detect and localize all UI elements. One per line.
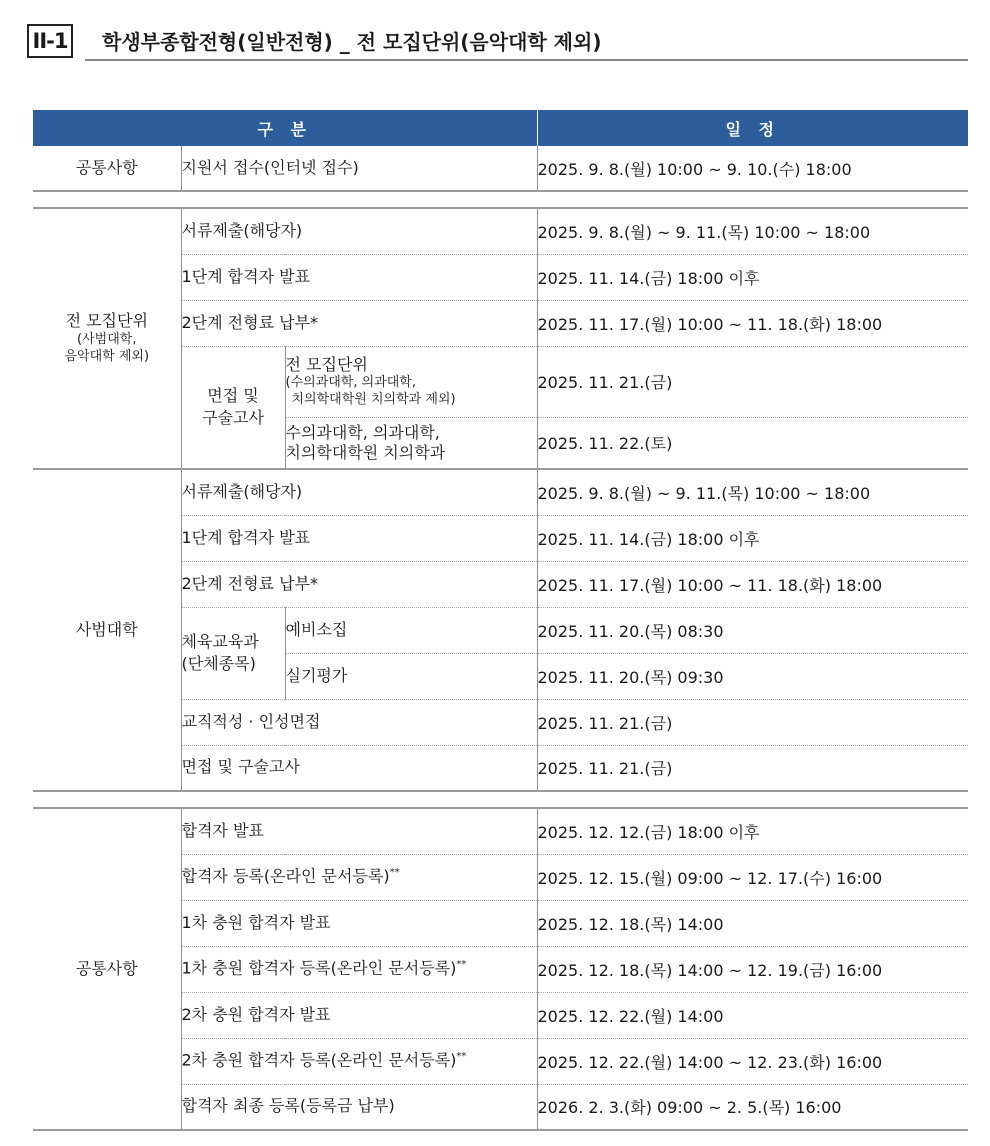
row-date: 2025. 11. 14.(금) 18:00 이후 — [537, 254, 968, 300]
category-all-units — [33, 208, 181, 469]
spacer-row — [33, 791, 968, 808]
row-date: 2025. 12. 18.(목) 14:00 — [537, 900, 968, 946]
interview-sub-item — [285, 346, 537, 417]
sub-item-title: 전 모집단위 — [285, 355, 368, 375]
sub-item-title: 수의과대학, 의과대학, — [285, 422, 440, 442]
schedule-table — [33, 110, 968, 1131]
row-item: 합격자 발표 — [181, 808, 537, 854]
row-item: 면접 및 구술고사 — [181, 745, 537, 791]
category-common: 공통사항 — [33, 808, 181, 1130]
row-date: 2025. 11. 20.(목) 08:30 — [537, 607, 968, 653]
footnote-mark: ** — [456, 959, 467, 971]
interview-label: 면접 및 — [207, 385, 259, 405]
category-note: 음악대학 제외) — [64, 348, 150, 364]
section-number: II-1 — [27, 24, 73, 58]
row-date: 2025. 11. 20.(목) 09:30 — [537, 653, 968, 699]
row-item: 2단계 전형료 납부* — [181, 300, 537, 346]
row-date: 2025. 9. 8.(월) ~ 9. 11.(목) 10:00 ~ 18:00 — [537, 469, 968, 515]
row-date: 2025. 11. 14.(금) 18:00 이후 — [537, 515, 968, 561]
row-date: 2025. 9. 8.(월) ~ 9. 11.(목) 10:00 ~ 18:00 — [537, 208, 968, 254]
title-underline — [85, 59, 968, 61]
row-item: 지원서 접수(인터넷 접수) — [181, 146, 537, 191]
table-row — [33, 808, 968, 854]
row-date: 2025. 9. 8.(월) 10:00 ~ 9. 10.(수) 18:00 — [537, 146, 968, 191]
row-date: 2025. 11. 21.(금) — [537, 346, 968, 417]
row-item — [181, 854, 537, 900]
row-date: 2025. 11. 22.(토) — [537, 417, 968, 469]
footnote-mark: ** — [456, 1051, 467, 1063]
row-item — [181, 946, 537, 992]
table-row — [33, 469, 968, 515]
header-schedule: 일 정 — [537, 110, 968, 146]
row-date: 2025. 11. 17.(월) 10:00 ~ 11. 18.(화) 18:00 — [537, 561, 968, 607]
sub-item-note: (수의과대학, 의과대학, — [285, 375, 416, 391]
sub-item-note: 치의학대학원 치의학과 제외) — [291, 391, 456, 407]
row-item: 2차 충원 합격자 발표 — [181, 992, 537, 1038]
section-header — [27, 24, 968, 60]
row-date: 2025. 12. 12.(금) 18:00 이후 — [537, 808, 968, 854]
row-item-text: 1차 충원 합격자 등록(온라인 문서등록) — [181, 958, 457, 978]
interview-label: 구술고사 — [202, 408, 264, 428]
row-item — [181, 1038, 537, 1084]
pe-label: (단체종목) — [181, 654, 256, 673]
table-row — [33, 208, 968, 254]
pe-sub-item: 예비소집 — [285, 607, 537, 653]
pe-sub-item: 실기평가 — [285, 653, 537, 699]
sub-item-title: 치의학대학원 치의학과 — [285, 442, 446, 462]
row-date: 2025. 11. 21.(금) — [537, 699, 968, 745]
row-item-text: 2차 충원 합격자 등록(온라인 문서등록) — [181, 1050, 457, 1070]
row-item: 1단계 합격자 발표 — [181, 515, 537, 561]
section-title: 학생부종합전형(일반전형) _ 전 모집단위(음악대학 제외) — [102, 30, 602, 54]
header-category: 구 분 — [33, 110, 537, 146]
row-item: 합격자 최종 등록(등록금 납부) — [181, 1084, 537, 1130]
row-date: 2026. 2. 3.(화) 09:00 ~ 2. 5.(목) 16:00 — [537, 1084, 968, 1130]
category-education: 사범대학 — [33, 469, 181, 791]
row-date: 2025. 12. 22.(월) 14:00 — [537, 992, 968, 1038]
row-item: 1단계 합격자 발표 — [181, 254, 537, 300]
row-date: 2025. 11. 21.(금) — [537, 745, 968, 791]
row-date: 2025. 12. 18.(목) 14:00 ~ 12. 19.(금) 16:00 — [537, 946, 968, 992]
table-row — [33, 146, 968, 191]
category-common: 공통사항 — [33, 146, 181, 191]
row-item: 1차 충원 합격자 발표 — [181, 900, 537, 946]
pe-group — [181, 607, 285, 699]
row-item: 서류제출(해당자) — [181, 469, 537, 515]
row-item: 2단계 전형료 납부* — [181, 561, 537, 607]
table-header-row — [33, 110, 968, 146]
category-label: 전 모집단위 — [65, 311, 148, 331]
interview-sub-item — [285, 417, 537, 469]
row-date: 2025. 12. 15.(월) 09:00 ~ 12. 17.(수) 16:00 — [537, 854, 968, 900]
row-date: 2025. 11. 17.(월) 10:00 ~ 11. 18.(화) 18:00 — [537, 300, 968, 346]
pe-label: 체육교육과 — [181, 631, 259, 651]
interview-group — [181, 346, 285, 469]
row-item: 교직적성 · 인성면접 — [181, 699, 537, 745]
row-date: 2025. 12. 22.(월) 14:00 ~ 12. 23.(화) 16:00 — [537, 1038, 968, 1084]
row-item: 서류제출(해당자) — [181, 208, 537, 254]
category-note: (사범대학, — [77, 332, 137, 347]
row-item-text: 합격자 등록(온라인 문서등록) — [181, 866, 390, 886]
footnote-mark: ** — [389, 867, 400, 879]
spacer-row — [33, 191, 968, 208]
